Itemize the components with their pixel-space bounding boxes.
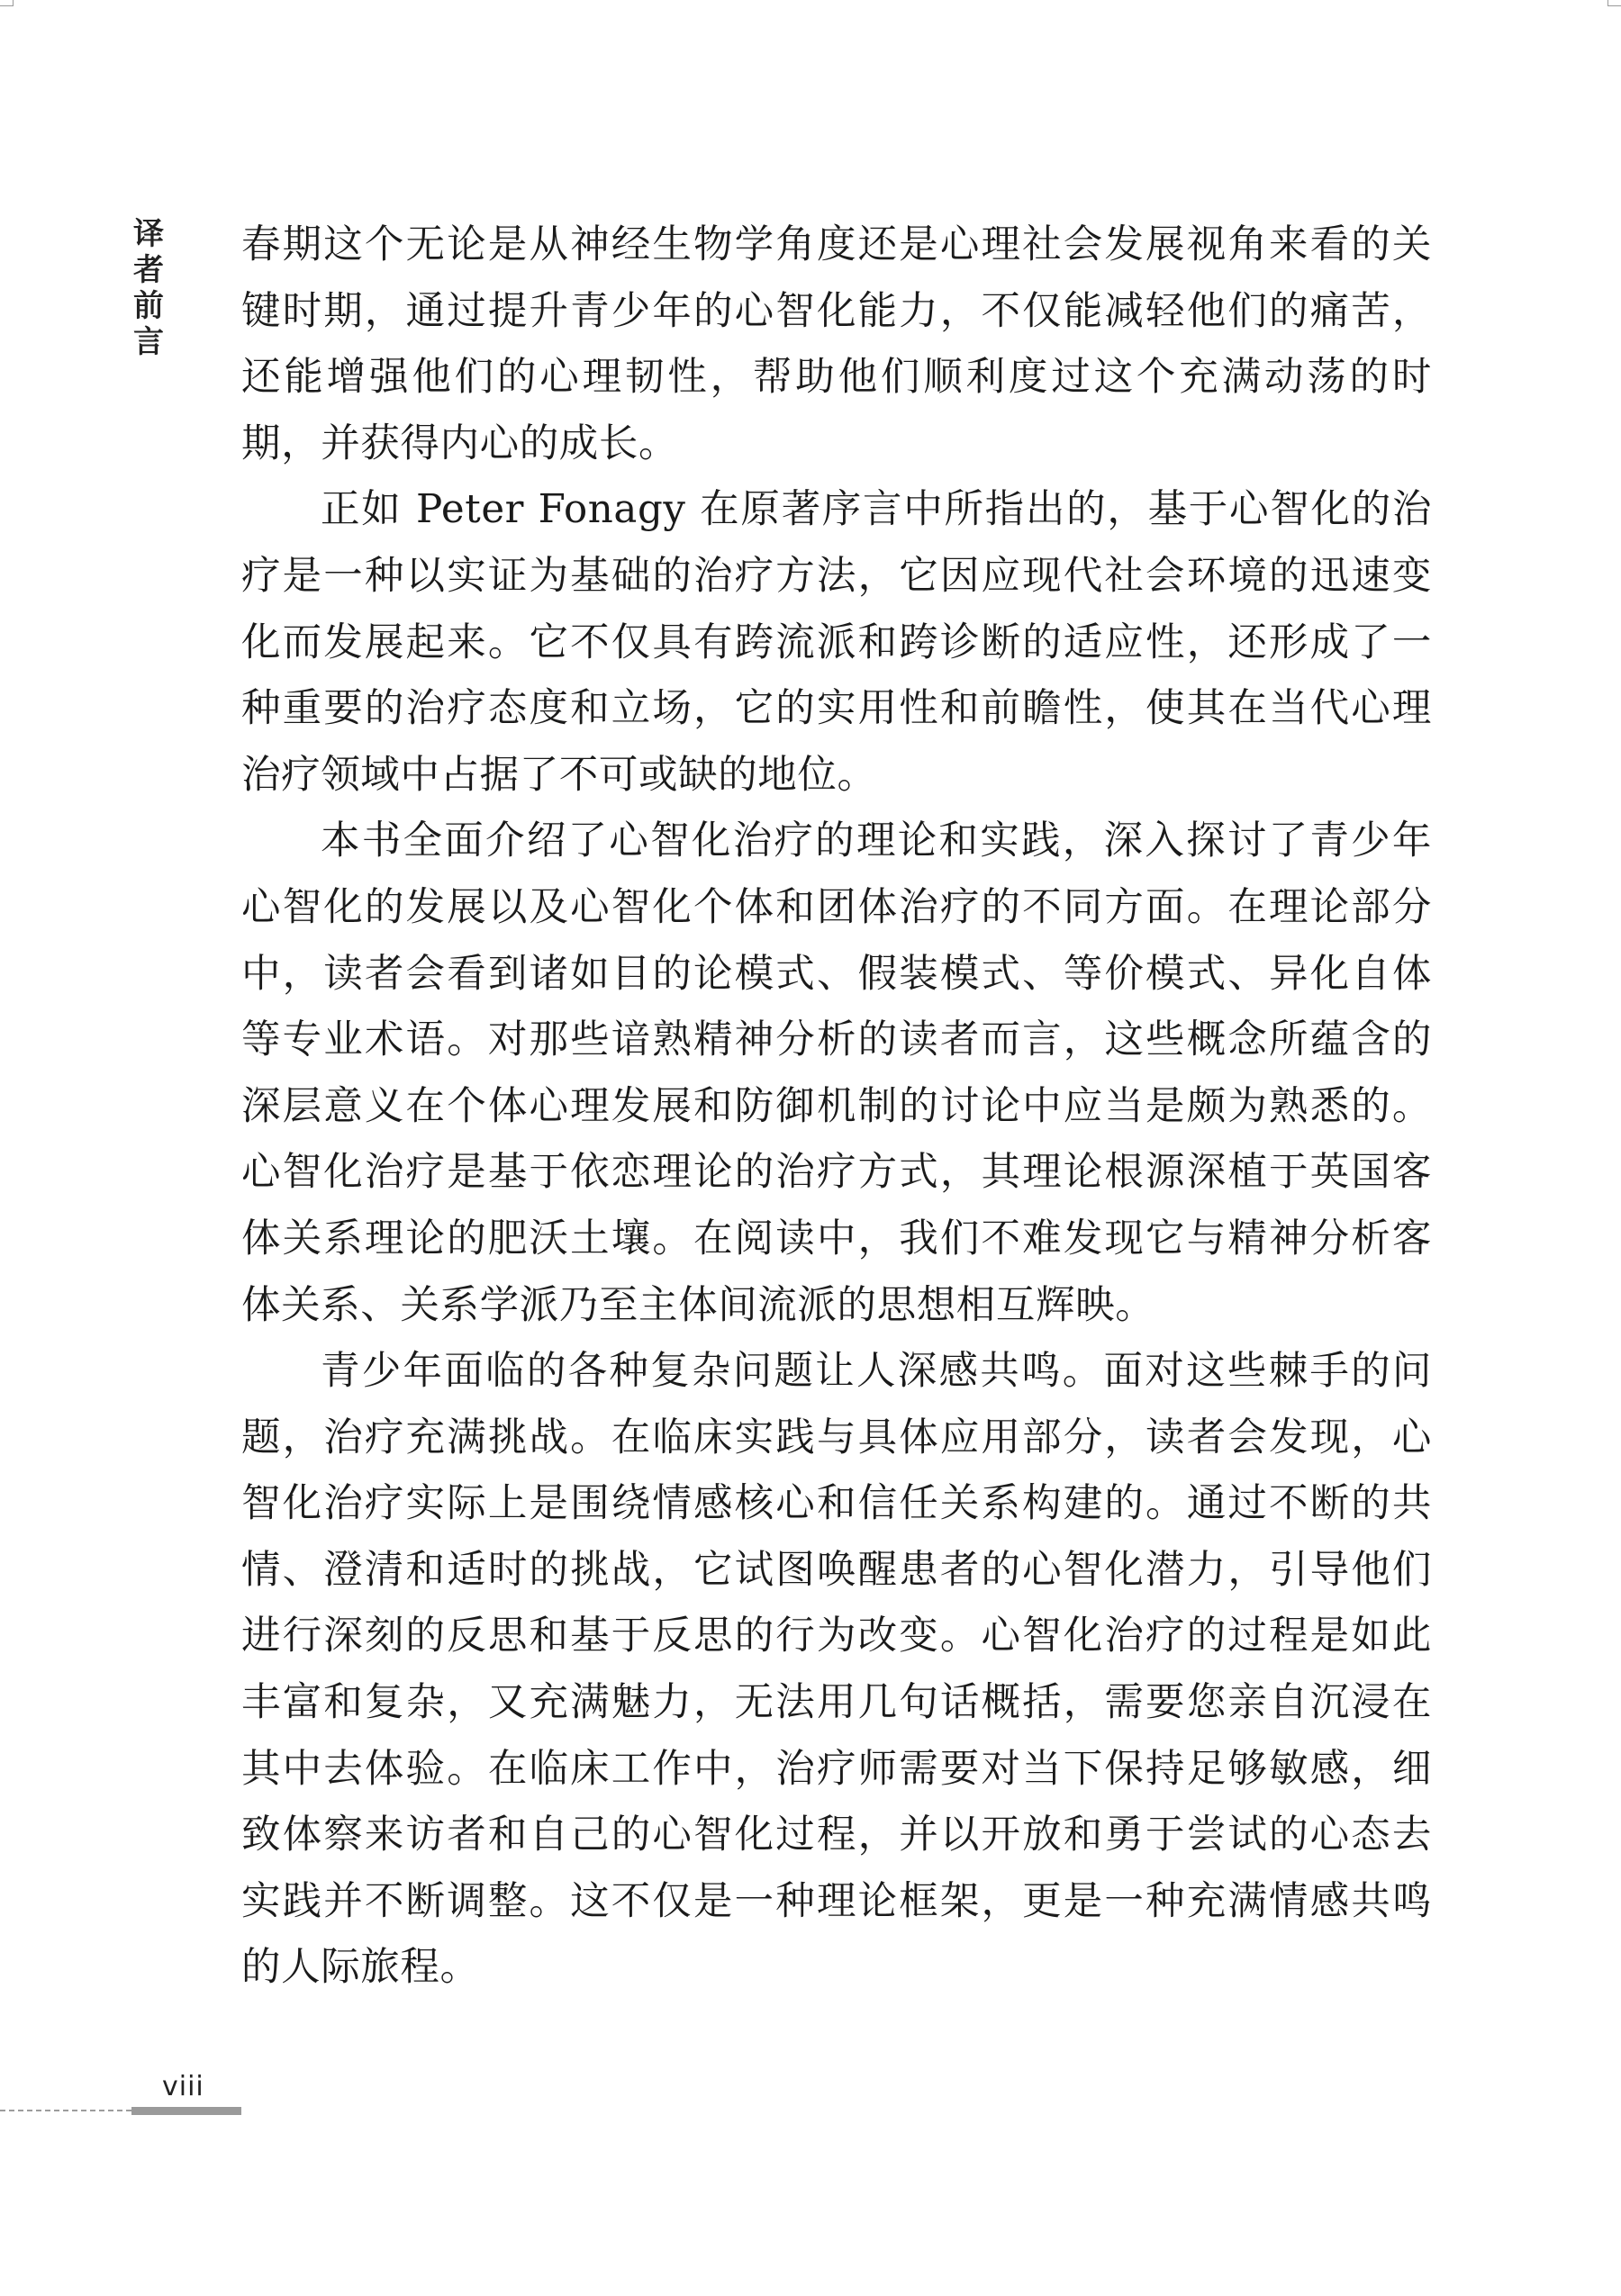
page-footer	[0, 2071, 252, 2125]
page-number: viii	[162, 2071, 204, 2102]
crop-mark-right	[1607, 0, 1621, 6]
running-section-title: 译者前言	[133, 216, 164, 360]
footer-dashed-rule	[0, 2110, 131, 2111]
paragraph: 本书全面介绍了心智化治疗的理论和实践，深入探讨了青少年心智化的发展以及心智化个体和团体治疗的不同方面。在理论部分中，读者会看到诸如目的论模式、假装模式、等价模式、异化自体等专业术语。对那些谙熟精神分析的读者而言，这些概念所蕴含的深层意义在个体心理发展和防御机制的讨论中应当是颇为熟悉的。心智化治疗是基于依恋理论的治疗方式，其理论根源深植于英国客体关系理论的肥沃土壤。在阅读中，我们不难发现它与精神分析客体关系、关系学派乃至主体间流派的思想相互辉映。	[241, 818, 1432, 1328]
footer-bar	[131, 2107, 241, 2115]
crop-mark-left	[0, 0, 14, 6]
paragraph-continued: 春期这个无论是从神经生物学角度还是心理社会发展视角来看的关键时期，通过提升青少年的心智化能力，不仅能减轻他们的痛苦，还能增强他们的心理韧性，帮助他们顺利度过这个充满动荡的时期，并获得内心的成长。	[241, 222, 1432, 466]
paragraph: 正如 Peter Fonagy 在原著序言中所指出的，基于心智化的治疗是一种以实证为基础的治疗方法，它因应现代社会环境的迅速变化而发展起来。它不仅具有跨流派和跨诊断的适应性，还形成了一种重要的治疗态度和立场，它的实用性和前瞻性，使其在当代心理治疗领域中占据了不可或缺的地位。	[241, 487, 1432, 798]
body-text	[241, 212, 1432, 2002]
paragraph: 青少年面临的各种复杂问题让人深感共鸣。面对这些棘手的问题，治疗充满挑战。在临床实践与具体应用部分，读者会发现，心智化治疗实际上是围绕情感核心和信任关系构建的。通过不断的共情、澄清和适时的挑战，它试图唤醒患者的心智化潜力，引导他们进行深刻的反思和基于反思的行为改变。心智化治疗的过程是如此丰富和复杂，又充满魅力，无法用几句话概括，需要您亲自沉浸在其中去体验。在临床工作中，治疗师需要对当下保持足够敏感，细致体察来访者和自己的心智化过程，并以开放和勇于尝试的心态去实践并不断调整。这不仅是一种理论框架，更是一种充满情感共鸣的人际旅程。	[241, 1349, 1432, 1991]
